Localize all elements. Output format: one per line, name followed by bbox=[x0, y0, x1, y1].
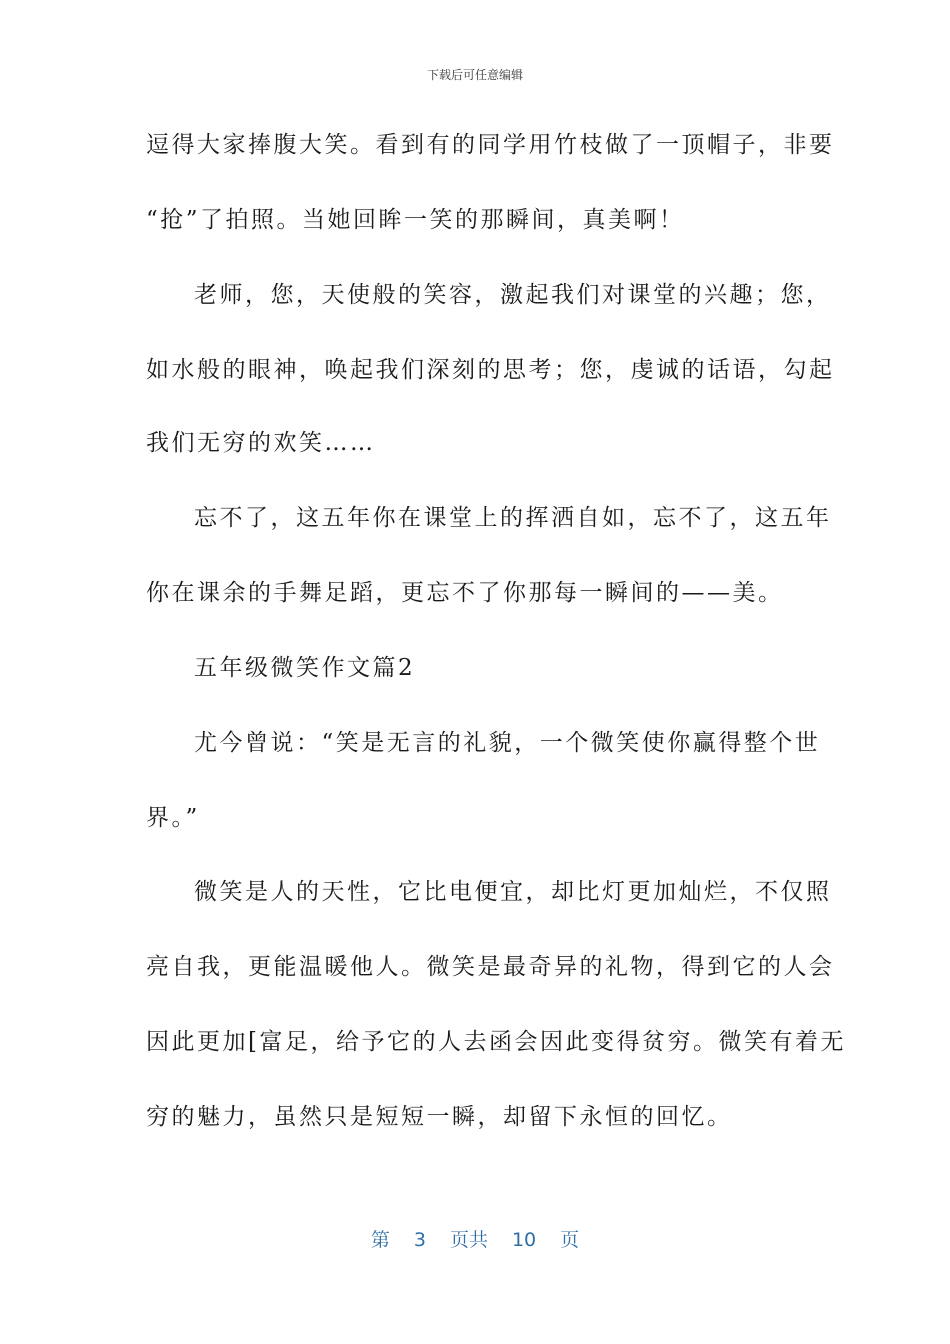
footer-current-page: 3 bbox=[413, 1229, 426, 1251]
page-header: 下载后可任意编辑 bbox=[426, 68, 523, 82]
text-line: 你在课余的手舞足蹈，更忘不了你那每一瞬间的——美。 bbox=[146, 580, 784, 606]
text-line: 亮自我，更能温暖他人。微笑是最奇异的礼物，得到它的人会 bbox=[146, 954, 835, 980]
footer-prefix: 第 bbox=[370, 1229, 390, 1251]
text-line: 忘不了，这五年你在课堂上的挥洒自如，忘不了，这五年 bbox=[194, 505, 832, 531]
footer-middle: 页共 bbox=[449, 1229, 488, 1251]
text-line: 如水般的眼神，唤起我们深刻的思考；您，虔诚的话语，勾起 bbox=[146, 357, 835, 383]
page-number-footer bbox=[0, 1225, 950, 1252]
text-line: 因此更加[富足，给予它的人去函会因此变得贫穷。微笑有着无 bbox=[146, 1029, 846, 1055]
text-line: 我们无穷的欢笑…… bbox=[146, 430, 376, 456]
text-line: 穷的魅力，虽然只是短短一瞬，却留下永恒的回忆。 bbox=[146, 1104, 733, 1130]
text-line: 微笑是人的天性，它比电便宜，却比灯更加灿烂，不仅照 bbox=[194, 879, 832, 905]
text-line: 界。” bbox=[146, 805, 200, 831]
section-heading: 五年级微笑作文篇2 bbox=[194, 655, 416, 681]
text-line: “抢”了拍照。当她回眸一笑的那瞬间，真美啊！ bbox=[146, 207, 685, 233]
text-line: 老师，您，天使般的笑容，激起我们对课堂的兴趣；您， bbox=[194, 282, 832, 308]
footer-suffix: 页 bbox=[560, 1229, 580, 1251]
text-line: 逗得大家捧腹大笑。看到有的同学用竹枝做了一顶帽子，非要 bbox=[146, 132, 835, 158]
text-line: 尤今曾说：“笑是无言的礼貌，一个微笑使你赢得整个世 bbox=[194, 730, 821, 756]
footer-total-pages: 10 bbox=[511, 1229, 537, 1251]
